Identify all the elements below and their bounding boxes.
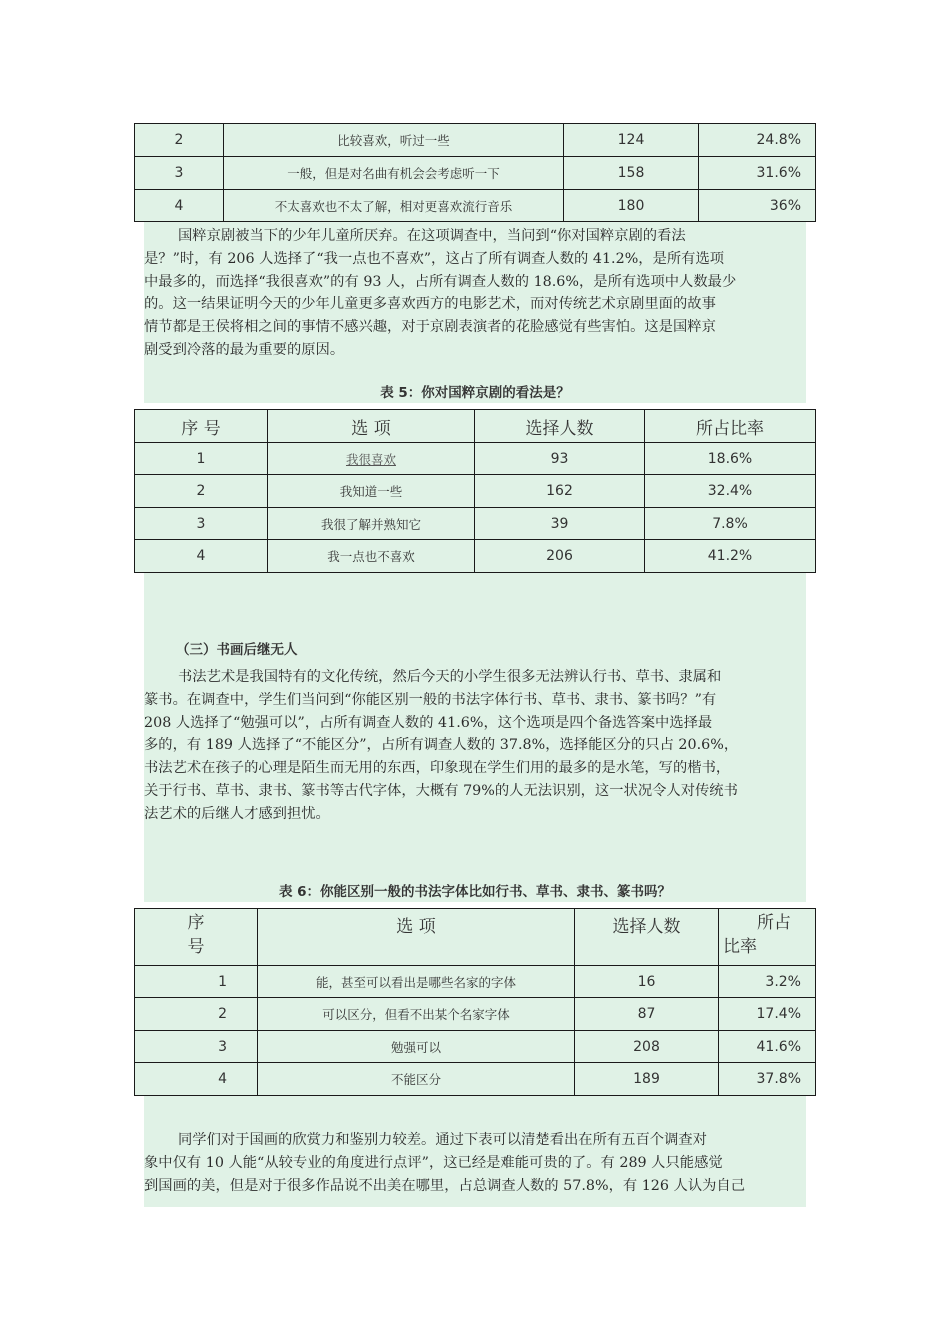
cell-index: 4 (135, 540, 268, 573)
cell-ratio: 31.6% (699, 157, 816, 190)
header-index-line: 号 (187, 937, 205, 957)
table-6-caption: 表 6：你能区别一般的书法字体比如行书、草书、隶书、篆书吗？ (278, 884, 672, 900)
cell-option: 我很了解并熟知它 (268, 508, 475, 540)
cell-count: 189 (575, 1063, 719, 1096)
cell-index: 2 (135, 475, 268, 508)
cell-count: 208 (575, 1031, 719, 1063)
text-line: 多的，有 189 人选择了“不能区分”，占所有调查人数的 37.8%，选择能区分的只占 20.6%， (144, 737, 739, 754)
table-6 (134, 908, 816, 1096)
cell-index: 2 (135, 124, 224, 157)
table-5 (134, 409, 816, 573)
cell-count: 206 (475, 540, 645, 573)
cell-ratio: 41.6% (719, 1031, 816, 1063)
header-index-line: 序 (187, 913, 205, 933)
cell-index: 3 (135, 508, 268, 540)
text-line: 情节都是王侯将相之间的事情不感兴趣，对于京剧表演者的花脸感觉有些害怕。这是国粹京 (144, 319, 716, 336)
header-option: 选 项 (258, 909, 575, 966)
cell-option: 能，甚至可以看出是哪些名家的字体 (258, 966, 575, 998)
header-ratio: 所占比率 (645, 410, 816, 443)
cell-option: 我知道一些 (268, 475, 475, 508)
table-row (135, 1031, 816, 1063)
section-heading: （三）书画后继无人 (176, 642, 298, 658)
table-row (135, 157, 816, 190)
table-row (135, 540, 816, 573)
text-line: 剧受到冷落的最为重要的原因。 (144, 341, 345, 358)
cell-option: 一般，但是对名曲有机会会考虑听一下 (224, 157, 564, 190)
cell-count: 180 (564, 190, 699, 222)
header-ratio-line: 所占 (757, 913, 791, 933)
table-top-continuation (134, 123, 816, 222)
text-line: 关于行书、草书、隶书、篆书等古代字体，大概有 79%的人无法识别，这一状况令人对传统书 (144, 782, 738, 799)
header-ratio (719, 909, 816, 966)
paragraph-peking-opera (144, 225, 806, 362)
text-line: 国粹京剧被当下的少年儿童所厌弃。在这项调查中，当问到“你对国粹京剧的看法 (178, 228, 686, 244)
cell-ratio: 32.4% (645, 475, 816, 508)
cell-option: 可以区分，但看不出某个名家字体 (258, 998, 575, 1031)
text-line: 书法艺术在孩子的心理是陌生而无用的东西，印象现在学生们用的最多的是水笔，写的楷书， (144, 760, 731, 777)
option-link[interactable]: 我很喜欢 (345, 451, 396, 467)
cell-ratio: 7.8% (645, 508, 816, 540)
cell-option (268, 443, 475, 475)
table-row (135, 443, 816, 475)
text-line: 同学们对于国画的欣赏力和鉴别力较差。通过下表可以清楚看出在所有五百个调查对 (178, 1132, 707, 1148)
text-line: 篆书。在调查中，学生们当问到“你能区别一般的书法字体行书、草书、隶书、篆书吗？”有 (144, 691, 717, 708)
cell-count: 124 (564, 124, 699, 157)
cell-count: 158 (564, 157, 699, 190)
text-line: 法艺术的后继人才感到担忧。 (144, 805, 330, 822)
text-line: 到国画的美，但是对于很多作品说不出美在哪里，占总调查人数的 57.8%，有 126 人认为自己 (144, 1177, 746, 1194)
header-count: 选择人数 (575, 909, 719, 966)
cell-option: 我一点也不喜欢 (268, 540, 475, 573)
cell-count: 39 (475, 508, 645, 540)
cell-index: 3 (135, 157, 224, 190)
header-index: 序 号 (135, 410, 268, 443)
paragraph-painting (144, 1129, 806, 1197)
table-row (135, 475, 816, 508)
text-line: 的。这一结果证明今天的少年儿童更多喜欢西方的电影艺术，而对传统艺术京剧里面的故事 (144, 296, 716, 313)
cell-ratio: 37.8% (719, 1063, 816, 1096)
cell-ratio: 36% (699, 190, 816, 222)
cell-index: 3 (135, 1031, 258, 1063)
header-option: 选 项 (268, 410, 475, 443)
cell-count: 93 (475, 443, 645, 475)
text-line: 中最多的，而选择“我很喜欢”的有 93 人，占所有调查人数的 18.6%，是所有选项中人数最少 (144, 273, 737, 290)
table-row (135, 1063, 816, 1096)
cell-ratio: 3.2% (719, 966, 816, 998)
table-header-row (135, 909, 816, 966)
table-row (135, 124, 816, 157)
cell-ratio: 18.6% (645, 443, 816, 475)
header-index (135, 909, 258, 966)
cell-count: 162 (475, 475, 645, 508)
table-row (135, 966, 816, 998)
cell-ratio: 24.8% (699, 124, 816, 157)
cell-ratio: 41.2% (645, 540, 816, 573)
cell-index: 1 (135, 443, 268, 475)
cell-index: 4 (135, 190, 224, 222)
table-row (135, 508, 816, 540)
cell-option: 不能区分 (258, 1063, 575, 1096)
cell-count: 16 (575, 966, 719, 998)
text-line: 是？”时，有 206 人选择了“我一点也不喜欢”，这占了所有调查人数的 41.2%，是所有选项 (144, 250, 725, 267)
cell-option: 不太喜欢也不太了解，相对更喜欢流行音乐 (224, 190, 564, 222)
table-header-row (135, 410, 816, 443)
table-row (135, 190, 816, 222)
paragraph-calligraphy (144, 666, 806, 826)
cell-index: 4 (135, 1063, 258, 1096)
cell-option: 比较喜欢，听过一些 (224, 124, 564, 157)
text-line: 象中仅有 10 人能“从较专业的角度进行点评”，这已经是难能可贵的了。有 289 人只能感觉 (144, 1154, 723, 1171)
table-row (135, 998, 816, 1031)
cell-count: 87 (575, 998, 719, 1031)
text-line: 208 人选择了“勉强可以”，占所有调查人数的 41.6%，这个选项是四个备选答案中选择最 (144, 714, 713, 731)
header-ratio-line: 比率 (723, 937, 757, 957)
header-count: 选择人数 (475, 410, 645, 443)
text-line: 书法艺术是我国特有的文化传统，然后今天的小学生很多无法辨认行书、草书、隶属和 (178, 669, 722, 685)
cell-option: 勉强可以 (258, 1031, 575, 1063)
table-5-caption: 表 5：你对国粹京剧的看法是？ (380, 385, 570, 401)
cell-ratio: 17.4% (719, 998, 816, 1031)
cell-index: 2 (135, 998, 258, 1031)
cell-index: 1 (135, 966, 258, 998)
